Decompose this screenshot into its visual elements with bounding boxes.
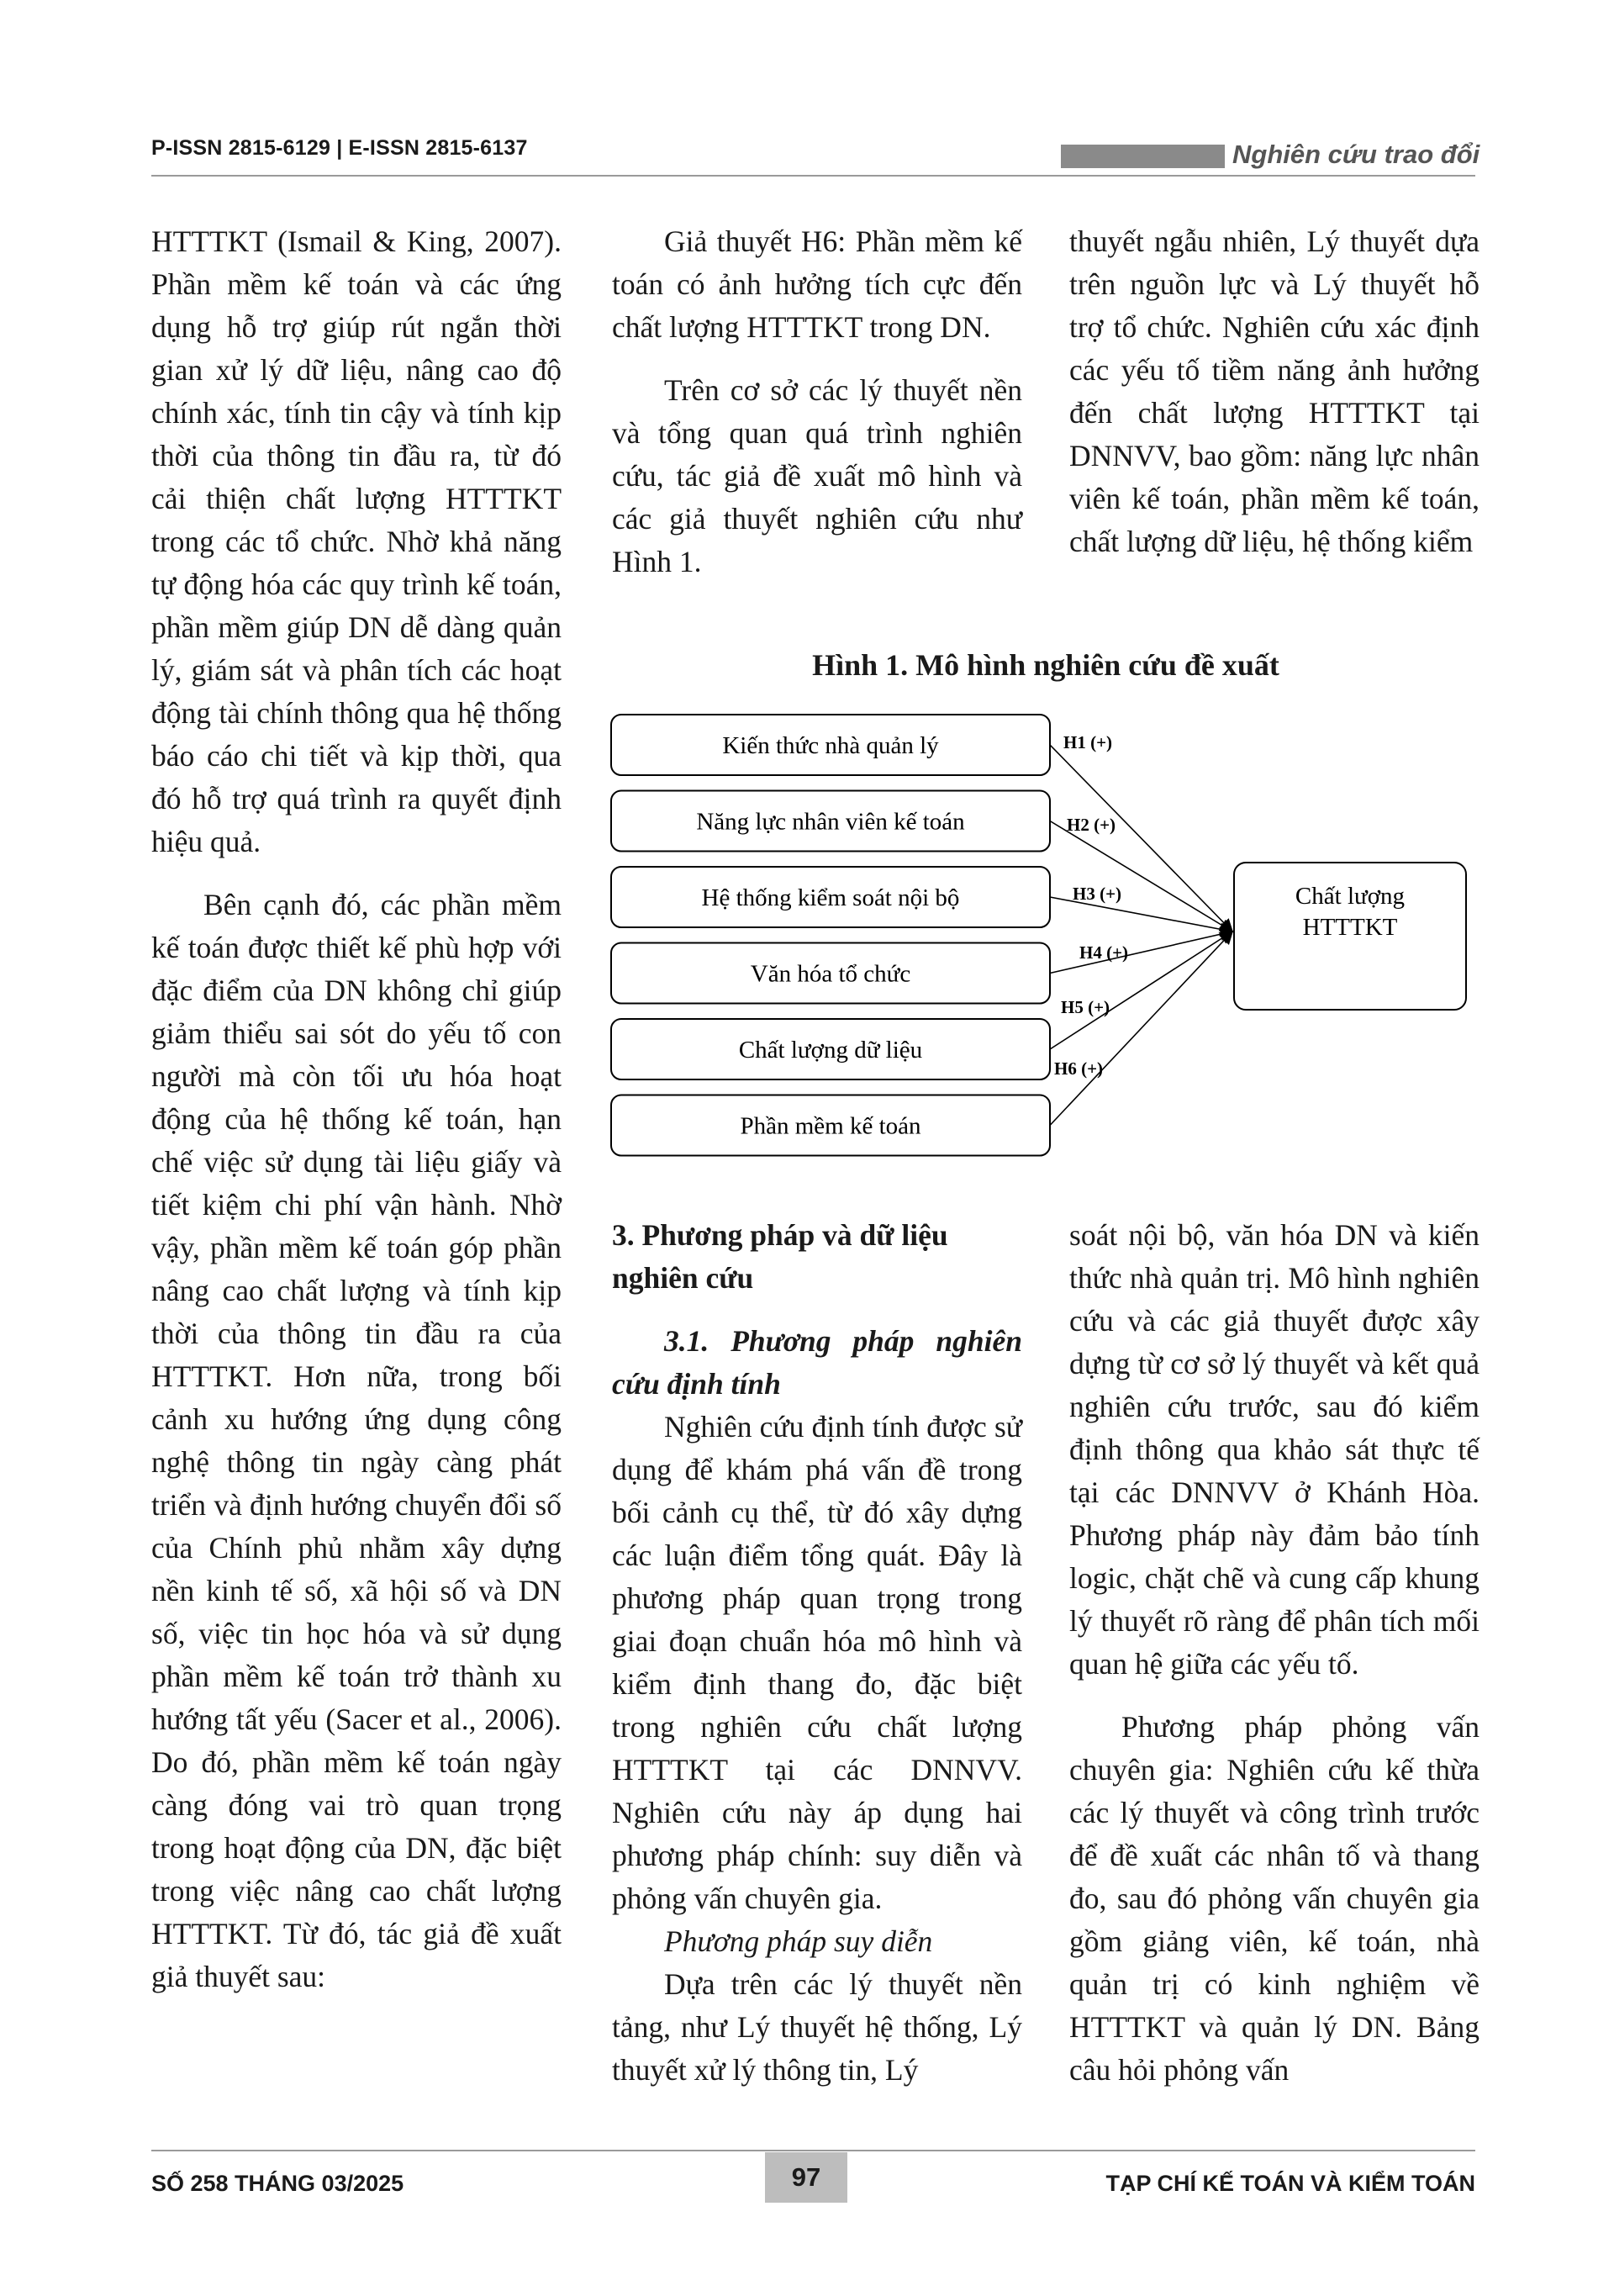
research-model-diagram [609, 705, 1483, 1175]
section-heading-3: 3. Phương pháp và dữ liệu nghiên cứu [612, 1218, 948, 1295]
column-2-top [612, 220, 1022, 583]
outcome-label-line2: HTTTKT [1302, 914, 1398, 941]
paragraph: Phương pháp phỏng vấn chuyên gia: Nghiên cứu kế thừa các lý thuyết và công trình trước để đề xuất các nhân tố và thang đo, sau đó phỏng vấn chuyên gia gồm giảng viên, kế toán, nhà quản trị có kinh nghiệm về HTTTKT và quản lý DN. Bảng câu hỏi phỏng vấn [1069, 1710, 1480, 2087]
column-2-bottom [612, 1214, 1022, 2092]
factor-label: Hệ thống kiểm soát nội bộ [701, 884, 960, 911]
paragraph: Bên cạnh đó, các phần mềm kế toán được thiết kế phù hợp với đặc điểm của DN không chỉ giúp giảm thiểu sai sót do yếu tố con người mà còn tối ưu hóa hoạt động của hệ thống kế toán, hạn chế việc sử dụng tài liệu giấy và tiết kiệm chi phí vận hành. Nhờ vậy, phần mềm kế toán góp phần nâng cao chất lượng và tính kịp thời của thông tin đầu ra của HTTTKT. Hơn nữa, trong bối cảnh xu hướng ứng dụng công nghệ thông tin ngày càng phát triển và định hướng chuyển đổi số của Chính phủ nhằm xây dựng nền kinh tế số, xã hội số và DN số, việc tin học hóa và sử dụng phần mềm kế toán trở thành xu hướng tất yếu (Sacer et al., 2006). Do đó, phần mềm kế toán ngày càng đóng vai trò quan trọng trong hoạt động của DN, đặc biệt trong việc nâng cao chất lượng HTTTKT. Từ đó, tác giả đề xuất giả thuyết sau: [151, 888, 562, 1993]
hypothesis-arrow [1050, 932, 1232, 1049]
paragraph: soát nội bộ, văn hóa DN và kiến thức nhà quản trị. Mô hình nghiên cứu và các giả thuyết được xây dựng từ cơ sở lý thuyết và kết quả nghiên cứu trước, sau đó kiểm định thông qua khảo sát thực tế tại các DNNVV ở Khánh Hòa. Phương pháp này đảm bảo tính logic, chặt chẽ và cung cấp khung lý thuyết rõ ràng để phân tích mối quan hệ giữa các yếu tố. [1069, 1218, 1480, 1681]
hypothesis-label: H6 (+) [1054, 1058, 1104, 1079]
column-3-bottom [1069, 1214, 1480, 2092]
subheading-deduction: Phương pháp suy diễn [664, 1924, 933, 1958]
subsection-heading-3-1: 3.1. Phương pháp nghiên cứu định tính [612, 1324, 1022, 1401]
factor-label: Năng lực nhân viên kế toán [696, 808, 965, 836]
footer-rule [151, 2150, 1475, 2151]
paragraph: thuyết ngẫu nhiên, Lý thuyết dựa trên nguồn lực và Lý thuyết hỗ trợ tổ chức. Nghiên cứu xác định các yếu tố tiềm năng ảnh hưởng đến chất lượng HTTTKT tại DNNVV, bao gồm: năng lực nhân viên kế toán, phần mềm kế toán, chất lượng dữ liệu, hệ thống kiểm [1069, 224, 1480, 558]
paragraph: Trên cơ sở các lý thuyết nền và tổng quan quá trình nghiên cứu, tác giả đề xuất mô hình và các giả thuyết nghiên cứu như Hình 1. [612, 373, 1022, 578]
factor-label: Chất lượng dữ liệu [738, 1037, 923, 1064]
page-number: 97 [791, 2162, 821, 2192]
journal-name: TẠP CHÍ KẾ TOÁN VÀ KIỂM TOÁN [1105, 2171, 1475, 2196]
header-rule [151, 175, 1475, 177]
figure-title: Hình 1. Mô hình nghiên cứu đề xuất [812, 648, 1279, 682]
hypothesis-label: H2 (+) [1067, 815, 1116, 835]
factor-label: Phần mềm kế toán [740, 1112, 921, 1140]
hypothesis-label: H1 (+) [1063, 732, 1113, 752]
hypothesis-arrow [1050, 932, 1232, 1126]
section-title: Nghiên cứu trao đổi [1232, 140, 1480, 169]
hypothesis-arrow [1050, 932, 1232, 974]
issue-number: SỐ 258 THÁNG 03/2025 [151, 2171, 404, 2196]
column-1 [151, 220, 562, 1998]
header-accent-bar [1061, 145, 1225, 168]
paragraph: Dựa trên các lý thuyết nền tảng, như Lý thuyết hệ thống, Lý thuyết xử lý thông tin, Lý [612, 1967, 1022, 2087]
factor-label: Văn hóa tổ chức [750, 960, 911, 988]
outcome-label-line1: Chất lượng [1295, 883, 1406, 910]
hypothesis-label: H3 (+) [1073, 884, 1122, 904]
hypothesis-label: H4 (+) [1079, 942, 1129, 963]
paragraph: HTTTKT (Ismail & King, 2007). Phần mềm kế toán và các ứng dụng hỗ trợ giúp rút ngắn thời gian xử lý dữ liệu, nâng cao độ chính xác, tính tin cậy và tính kịp thời của thông tin đầu ra, từ đó cải thiện chất lượng HTTTKT trong các tổ chức. Nhờ khả năng tự động hóa các quy trình kế toán, phần mềm giúp DN dễ dàng quản lý, giám sát và phân tích các hoạt động tài chính thông qua hệ thống báo cáo chi tiết và kịp thời, qua đó hỗ trợ quá trình ra quyết định hiệu quả. [151, 224, 562, 858]
hypothesis-label: H5 (+) [1061, 997, 1110, 1017]
issn-header: P-ISSN 2815-6129 | E-ISSN 2815-6137 [151, 136, 528, 160]
factor-label: Kiến thức nhà quản lý [722, 732, 939, 759]
paragraph: Nghiên cứu định tính được sử dụng để khám phá vấn đề trong bối cảnh cụ thể, từ đó xây dựng các luận điểm tổng quát. Đây là phương pháp quan trọng trong giai đoạn chuẩn hóa mô hình và kiểm định thang đo, đặc biệt trong nghiên cứu chất lượng HTTTKT tại các DNNVV. Nghiên cứu này áp dụng hai phương pháp chính: suy diễn và phỏng vấn chuyên gia. [612, 1410, 1022, 1915]
column-3-top [1069, 220, 1480, 563]
hypothesis-h6: Giả thuyết H6: Phần mềm kế toán có ảnh hưởng tích cực đến chất lượng HTTTKT trong DN. [612, 224, 1022, 344]
